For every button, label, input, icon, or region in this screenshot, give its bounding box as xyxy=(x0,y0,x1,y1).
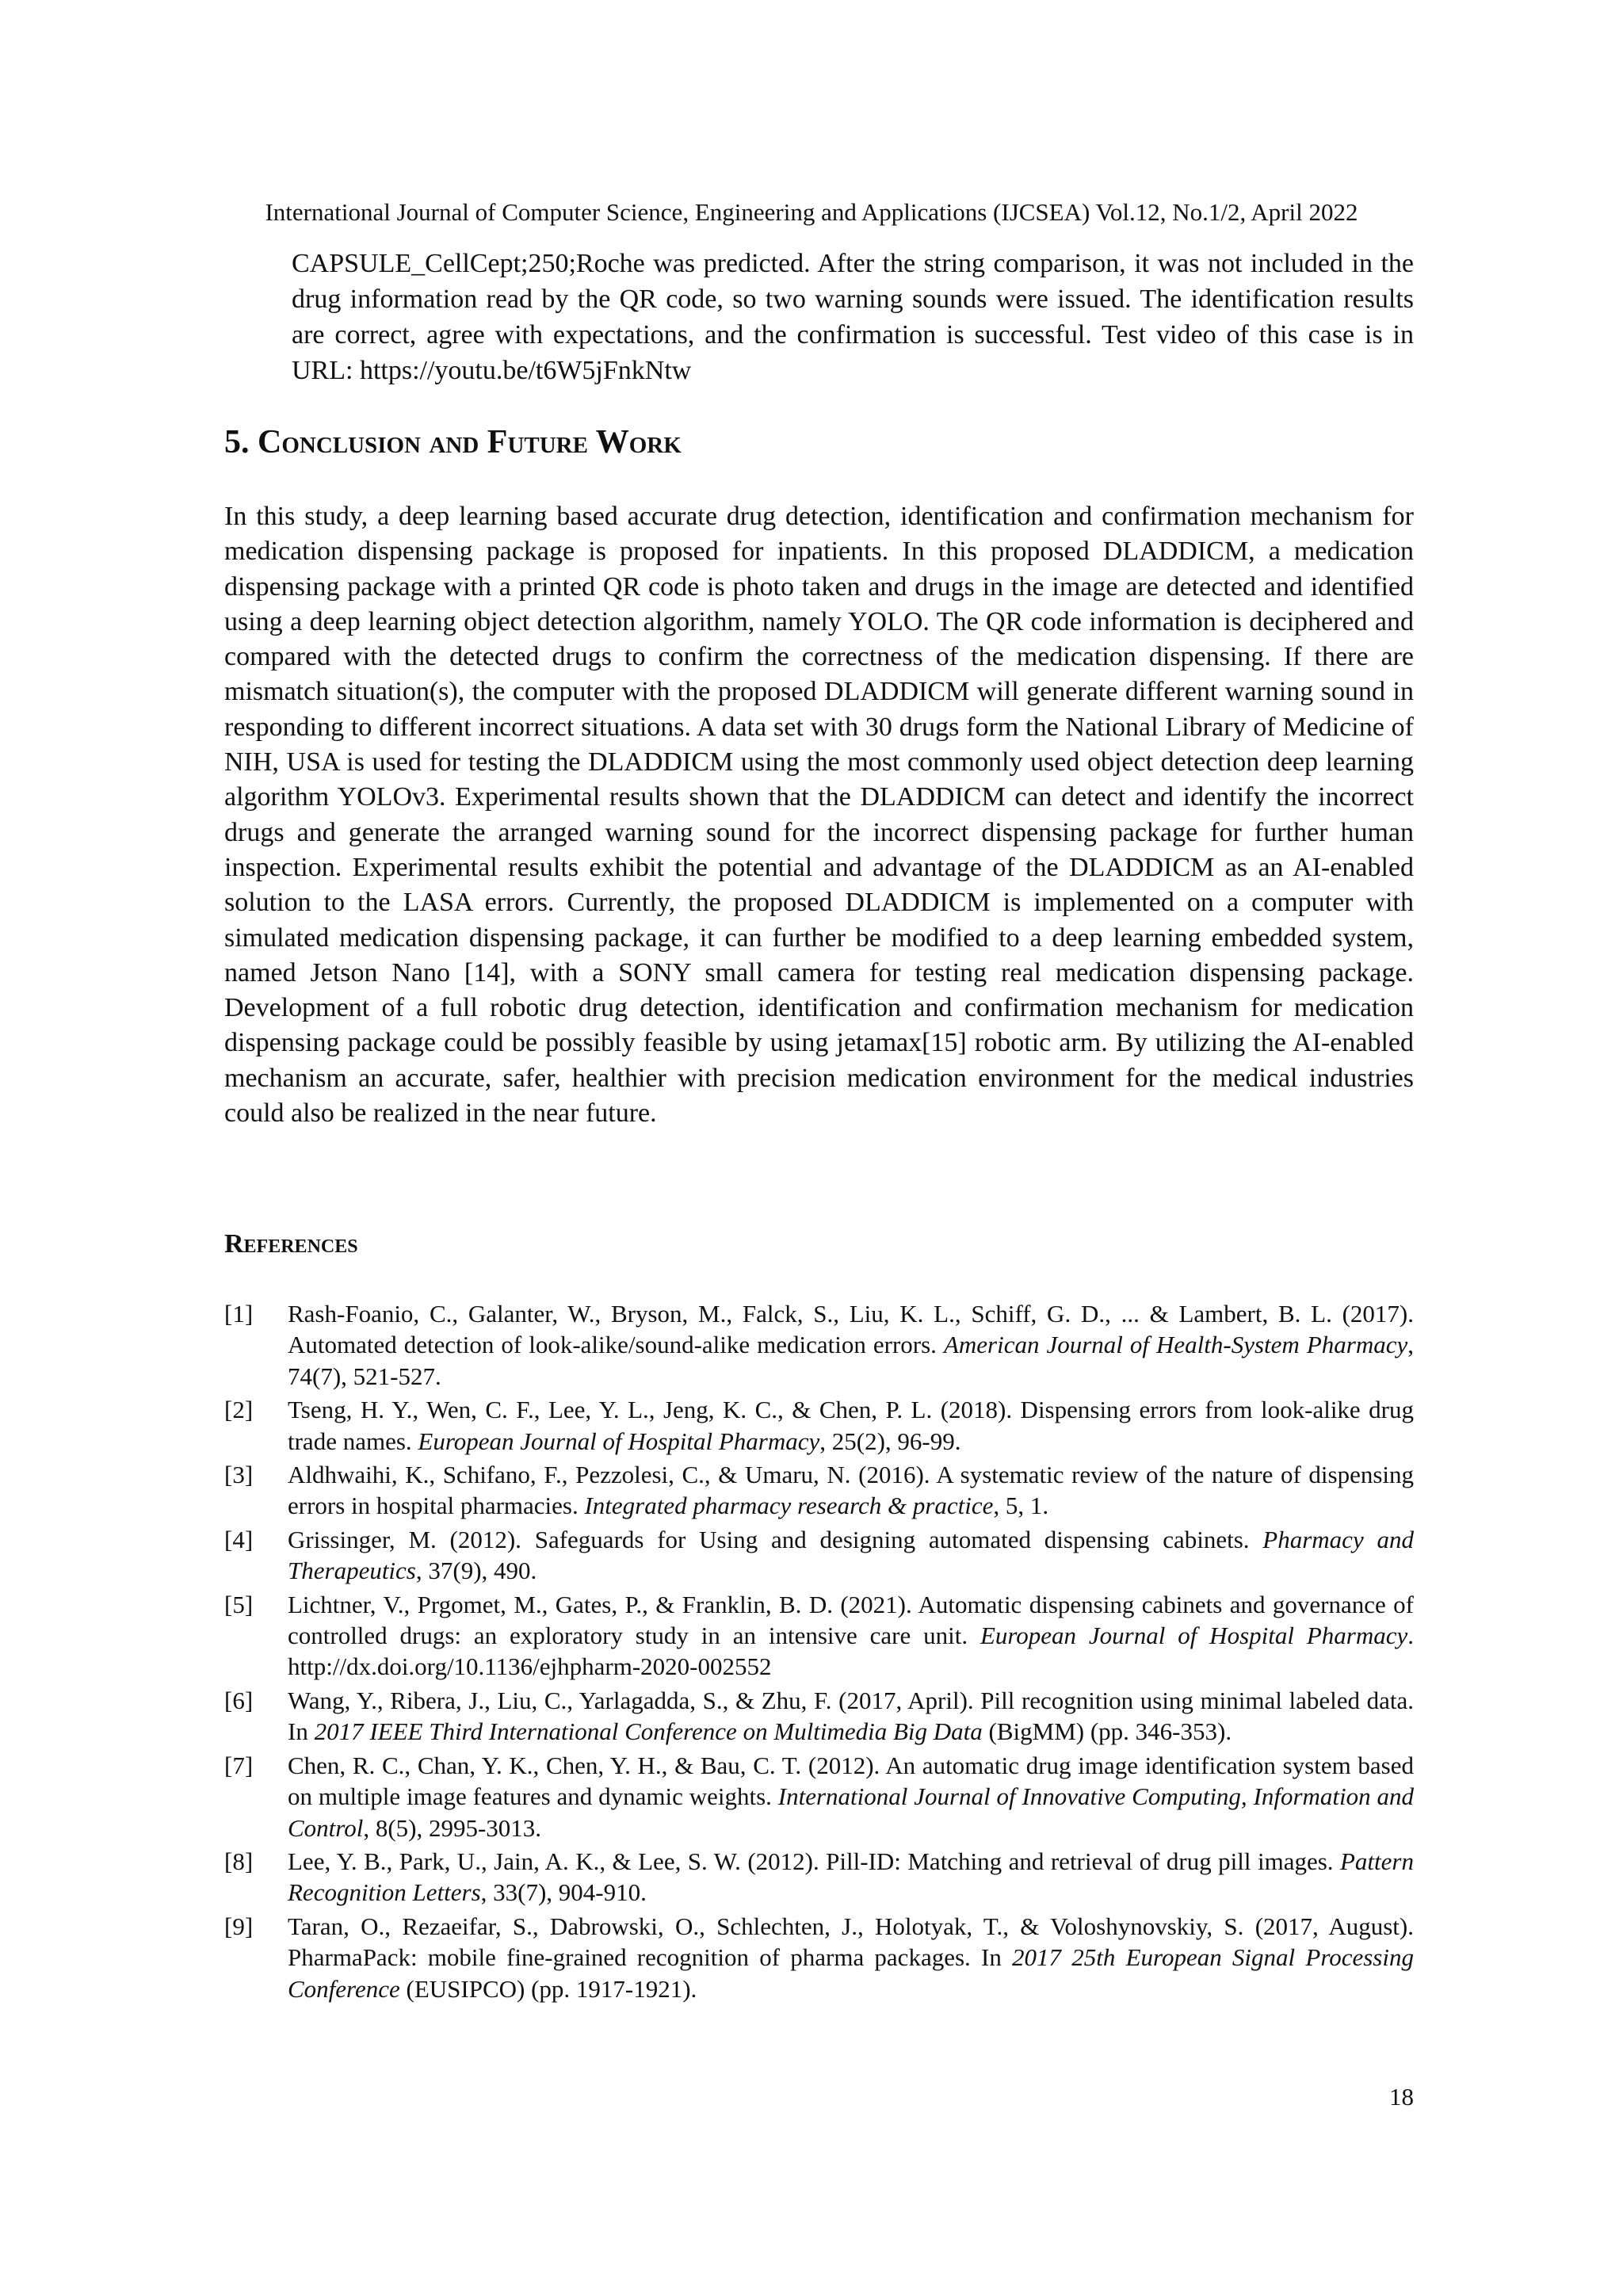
reference-authors-title: Aldhwaihi, K., Schifano, F., Pezzolesi, C., & Umaru, N. (2016). A systematic review of the nature of dispensing errors in hospital pharmacies. xyxy=(288,1461,1414,1520)
reference-venue: European Journal of Hospital Pharmacy xyxy=(418,1427,820,1455)
reference-details: , 33(7), 904-910. xyxy=(480,1878,647,1907)
reference-authors-title: Tseng, H. Y., Wen, C. F., Lee, Y. L., Jeng, K. C., & Chen, P. L. (2018). Dispensing errors from look-alike drug trade names. xyxy=(288,1396,1414,1455)
reference-number: [7] xyxy=(224,1751,254,1779)
reference-venue: International Journal of Innovative Computing, Information and Control xyxy=(288,1782,1414,1842)
reference-number: [9] xyxy=(224,1912,254,1940)
reference-number: [5] xyxy=(224,1590,254,1618)
reference-item xyxy=(224,1846,1414,1908)
reference-details: . http://dx.doi.org/10.1136/ejhpharm-2020-002552 xyxy=(288,1622,1414,1681)
reference-venue: Pharmacy and Therapeutics xyxy=(288,1525,1414,1585)
reference-venue: American Journal of Health-System Pharmacy xyxy=(943,1331,1408,1359)
reference-number: [3] xyxy=(224,1461,254,1489)
reference-authors-title: Chen, R. C., Chan, Y. K., Chen, Y. H., & Bau, C. T. (2012). An automatic drug image identification system based on multiple image features and dynamic weights. xyxy=(288,1751,1414,1811)
reference-details: , 74(7), 521-527. xyxy=(288,1331,1414,1390)
reference-venue: Integrated pharmacy research & practice xyxy=(584,1492,994,1520)
reference-details: , 37(9), 490. xyxy=(415,1557,537,1585)
reference-number: [6] xyxy=(224,1686,254,1714)
section-title: Conclusion and Future Work xyxy=(258,424,682,460)
reference-text xyxy=(288,1687,1414,1745)
reference-authors-title: Grissinger, M. (2012). Safeguards for Using and designing automated dispensing cabinets. xyxy=(288,1525,1263,1553)
intro-paragraph: CAPSULE_CellCept;250;Roche was predicted. After the string comparison, it was not included in the drug information read by the QR code, so two warning sounds were issued. The identification results are correct, agree with expectations, and the confirmation is successful. Test video of this case is in URL: https://youtu.be/t6W5jFnkNtw xyxy=(292,249,1414,385)
reference-details: , 8(5), 2995-3013. xyxy=(363,1813,542,1842)
reference-item xyxy=(224,1685,1414,1748)
reference-venue: 2017 25th European Signal Processing Conference xyxy=(288,1943,1414,2003)
reference-text xyxy=(288,1526,1414,1584)
reference-text xyxy=(288,1591,1414,1681)
reference-item xyxy=(224,1750,1414,1843)
reference-text xyxy=(288,1752,1414,1842)
reference-item xyxy=(224,1589,1414,1683)
reference-venue: Pattern Recognition Letters xyxy=(288,1847,1414,1907)
reference-item xyxy=(224,1911,1414,2004)
reference-text xyxy=(288,1461,1414,1519)
reference-details: (EUSIPCO) (pp. 1917-1921). xyxy=(399,1974,697,2003)
reference-item xyxy=(224,1298,1414,1392)
reference-number: [1] xyxy=(224,1300,254,1328)
section-number: 5. xyxy=(224,424,250,460)
reference-item xyxy=(224,1459,1414,1522)
section-heading xyxy=(224,422,682,463)
conclusion-paragraph: In this study, a deep learning based accurate drug detection, identification and confirmation mechanism for medication dispensing package is proposed for inpatients. In this proposed DLADDICM, a medication dispensing package with a printed QR code is photo taken and drugs in the image are detected and identified using a deep learning object detection algorithm, namely YOLO. The QR code information is deciphered and compared with the detected drugs to confirm the correctness of the medication dispensing. If there are mismatch situation(s), the computer with the proposed DLADDICM will generate different warning sound in responding to different incorrect situations. A data set with 30 drugs form the National Library of Medicine of NIH, USA is used for testing the DLADDICM using the most commonly used object detection deep learning algorithm YOLOv3. Experimental results shown that the DLADDICM can detect and identify the incorrect drugs and generate the arranged warning sound for the incorrect dispensing package for further human inspection. Experimental results exhibit the potential and advantage of the DLADDICM as an AI-enabled solution to the LASA errors. Currently, the proposed DLADDICM is implemented on a computer with simulated medication dispensing package, it can further be modified to a deep learning embedded system, named Jetson Nano [14], with a SONY small camera for testing real medication dispensing package. Development of a full robotic drug detection, identification and confirmation mechanism for medication dispensing package could be possibly feasible by using jetamax[15] robotic arm. By utilizing the AI-enabled mechanism an accurate, safer, healthier with precision medication environment for the medical industries could also be realized in the near future. xyxy=(224,502,1414,1129)
reference-text xyxy=(288,1396,1414,1454)
reference-authors-title: Lee, Y. B., Park, U., Jain, A. K., & Lee, S. W. (2012). Pill-ID: Matching and retrieval of drug pill images. xyxy=(288,1847,1340,1875)
references-list xyxy=(224,1298,1414,2007)
reference-item xyxy=(224,1394,1414,1457)
reference-number: [8] xyxy=(224,1847,254,1875)
reference-number: [4] xyxy=(224,1525,254,1553)
page-number: 18 xyxy=(1389,2083,1414,2111)
running-header: International Journal of Computer Science, Engineering and Applications (IJCSEA) Vol.12, No.1/2, April 2022 xyxy=(265,198,1358,226)
reference-number: [2] xyxy=(224,1396,254,1424)
reference-item xyxy=(224,1524,1414,1587)
reference-text xyxy=(288,1912,1414,2003)
references-heading: References xyxy=(224,1229,358,1259)
reference-venue: 2017 IEEE Third International Conference on Multimedia Big Data xyxy=(314,1717,983,1746)
reference-authors-title: Wang, Y., Ribera, J., Liu, C., Yarlagadda, S., & Zhu, F. (2017, April). Pill recognition using minimal labeled data. In xyxy=(288,1686,1414,1746)
reference-authors-title: Taran, O., Rezaeifar, S., Dabrowski, O., Schlechten, J., Holotyak, T., & Voloshynovskiy, S. (2017, August). PharmaPack: mobile fine-grained recognition of pharma packages. In xyxy=(288,1912,1414,1972)
reference-details: , 25(2), 96-99. xyxy=(819,1427,961,1455)
reference-details: , 5, 1. xyxy=(993,1492,1049,1520)
reference-text xyxy=(288,1300,1414,1390)
reference-venue: European Journal of Hospital Pharmacy xyxy=(980,1622,1408,1650)
reference-details: (BigMM) (pp. 346-353). xyxy=(982,1717,1232,1746)
reference-authors-title: Lichtner, V., Prgomet, M., Gates, P., & Franklin, B. D. (2021). Automatic dispensing cabinets and governance of controlled drugs: an exploratory study in an intensive care unit. xyxy=(288,1590,1414,1650)
reference-authors-title: Rash-Foanio, C., Galanter, W., Bryson, M., Falck, S., Liu, K. L., Schiff, G. D., ... & Lambert, B. L. (2017). Automated detection of look-alike/sound-alike medication errors. xyxy=(288,1300,1414,1359)
reference-text xyxy=(288,1847,1414,1906)
